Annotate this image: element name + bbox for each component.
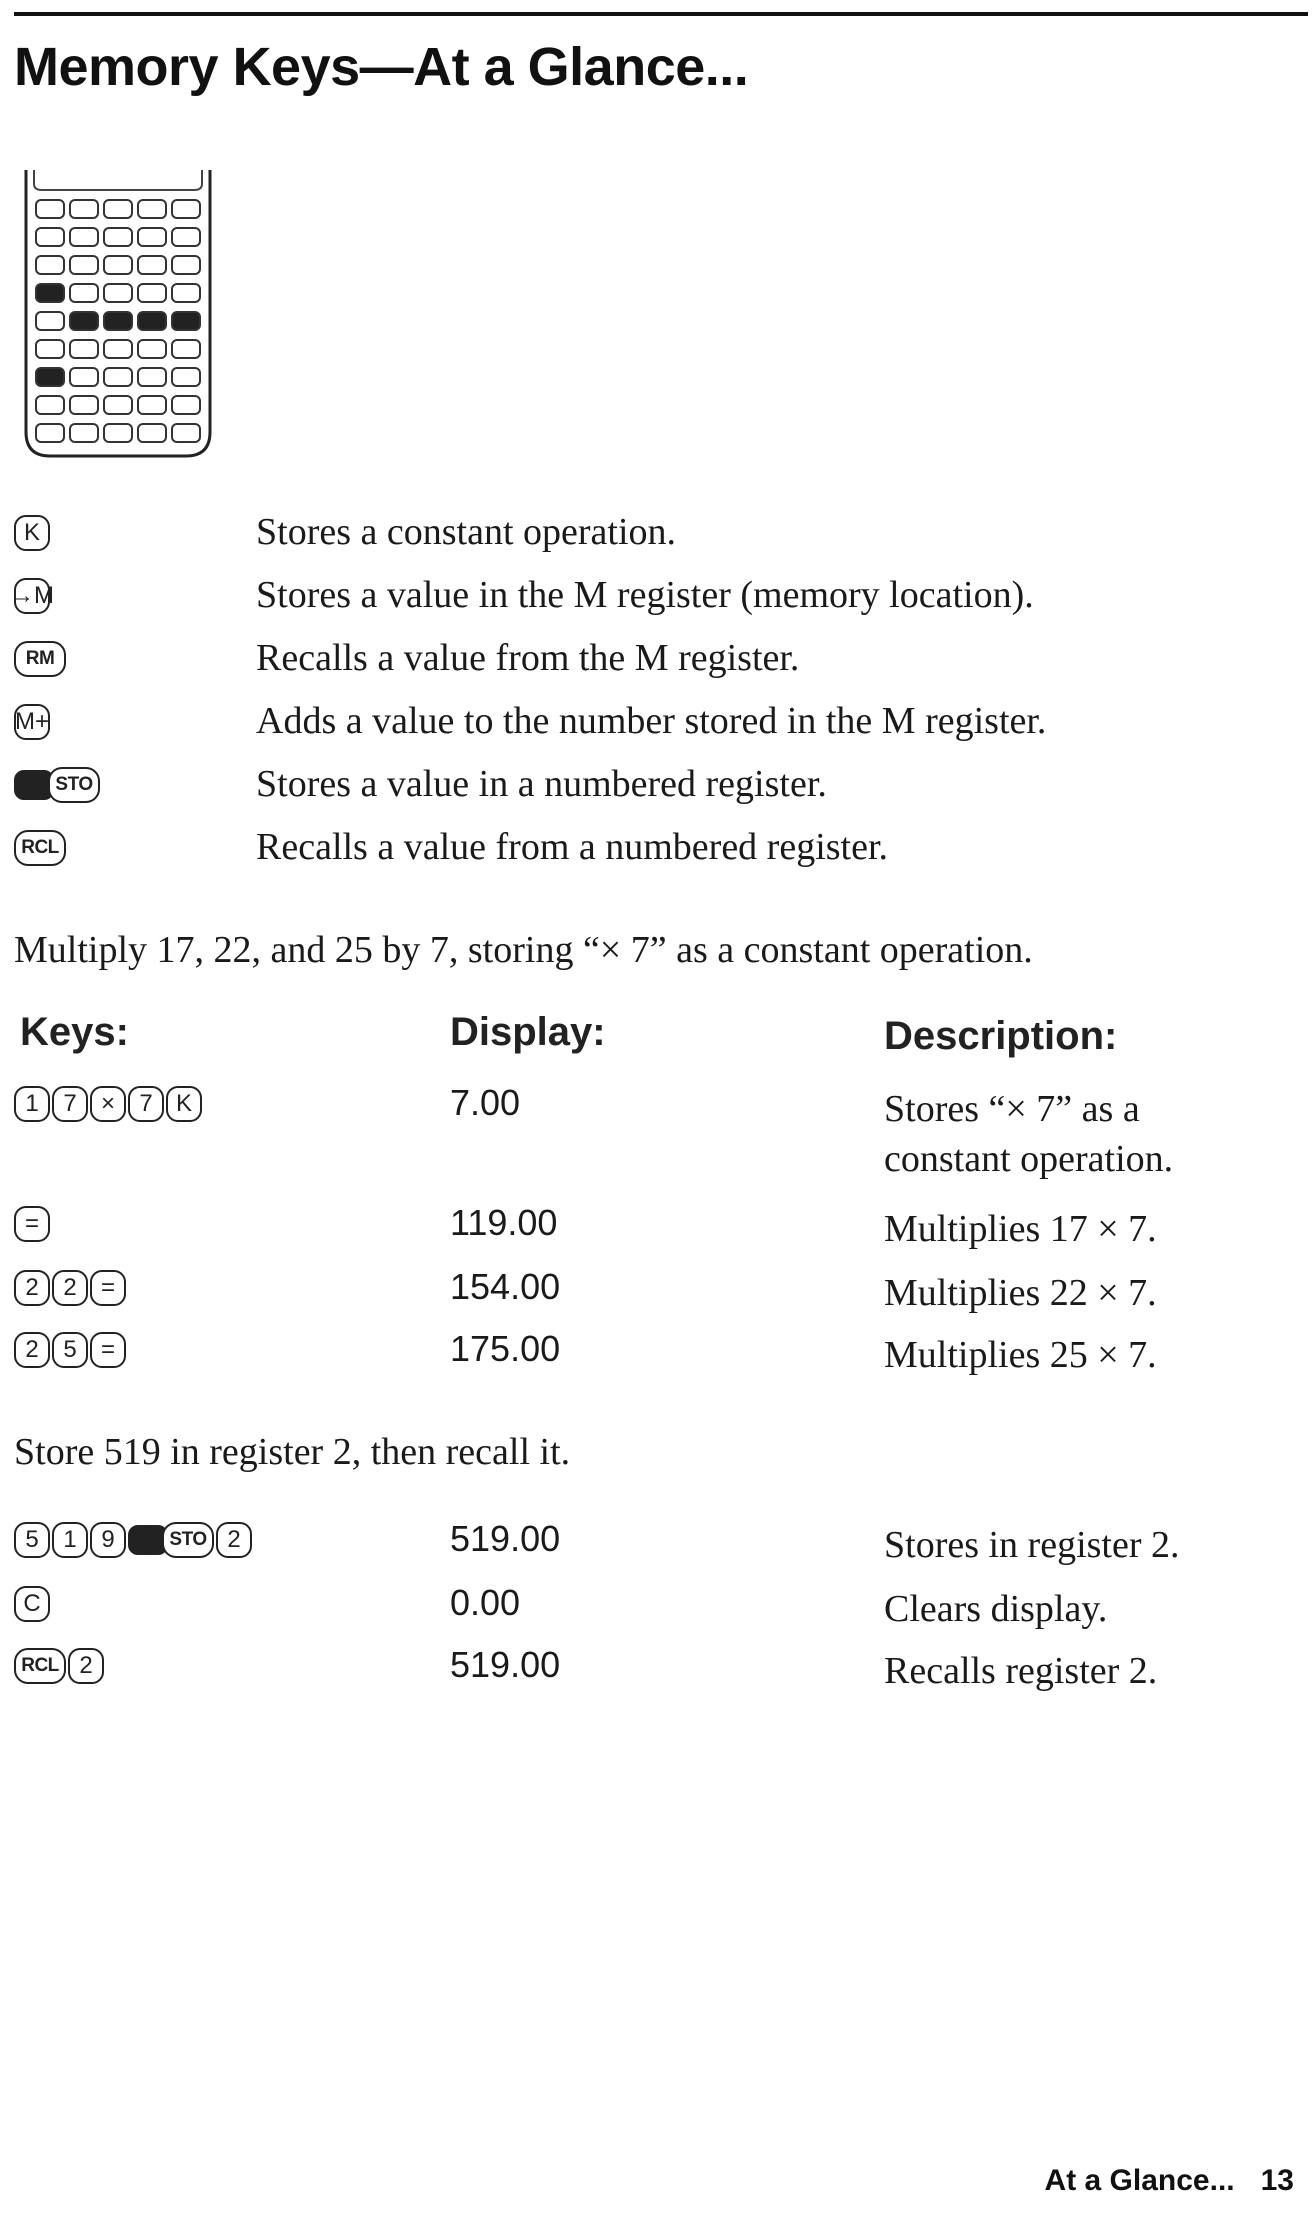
key-cap-icon: 9 xyxy=(90,1522,126,1558)
page-number: 13 xyxy=(1260,2164,1294,2197)
row-description: Multiplies 25 × 7. xyxy=(884,1334,1157,1376)
key-cap-icon: = xyxy=(90,1270,126,1306)
calculator-key-icon xyxy=(104,424,132,442)
calculator-key-icon xyxy=(70,368,98,386)
calculator-key-icon xyxy=(70,284,98,302)
keystroke-sequence xyxy=(14,1518,254,1562)
keystroke-sequence xyxy=(14,1266,128,1310)
key-cap-icon: RCL xyxy=(14,830,66,866)
key-definition-keys xyxy=(14,513,52,553)
memory-key-definitions xyxy=(10,505,1294,883)
calculator-key-icon xyxy=(70,256,98,274)
key-cap-icon: 2 xyxy=(14,1332,50,1368)
highlighted-key-icon xyxy=(138,312,166,330)
calculator-key-icon xyxy=(104,256,132,274)
row-description: Clears display. xyxy=(884,1588,1108,1630)
calculator-key-icon xyxy=(104,368,132,386)
key-cap-icon: 5 xyxy=(52,1332,88,1368)
calculator-key-icon xyxy=(70,424,98,442)
row-description: Multiplies 17 × 7. xyxy=(884,1208,1157,1250)
key-cap-icon: = xyxy=(90,1332,126,1368)
keys-column-header: Keys: xyxy=(20,1010,129,1054)
key-definition-description: Recalls a value from a numbered register. xyxy=(256,826,889,868)
key-definition-description: Stores a value in a numbered register. xyxy=(256,763,827,805)
key-cap-icon: STO xyxy=(162,1522,214,1558)
calculator-key-icon xyxy=(172,200,200,218)
key-definition-description: Recalls a value from the M register. xyxy=(256,637,800,679)
calculator-key-icon xyxy=(70,200,98,218)
highlighted-key-icon xyxy=(36,368,64,386)
calculator-key-icon xyxy=(172,340,200,358)
calculator-key-icon xyxy=(138,340,166,358)
display-value: 519.00 xyxy=(450,1518,561,1559)
key-cap-icon: RM xyxy=(14,641,66,677)
row-description: Recalls register 2. xyxy=(884,1650,1158,1692)
key-definition-row xyxy=(14,757,1294,820)
calculator-key-icon xyxy=(104,228,132,246)
calculator-key-icon xyxy=(172,368,200,386)
key-definition-description: Stores a value in the M register (memory location). xyxy=(256,574,1034,616)
calculator-key-icon xyxy=(36,396,64,414)
key-cap-icon: 2 xyxy=(52,1270,88,1306)
key-definition-keys xyxy=(14,702,52,742)
calculator-key-icon xyxy=(70,340,98,358)
calculator-key-icon xyxy=(104,396,132,414)
calculator-key-icon xyxy=(138,424,166,442)
example2-intro: Store 519 in register 2, then recall it. xyxy=(14,1431,571,1473)
key-cap-icon: 1 xyxy=(14,1086,50,1122)
highlighted-key-icon xyxy=(104,312,132,330)
key-definition-keys xyxy=(14,828,68,868)
key-cap-icon: 7 xyxy=(128,1086,164,1122)
row-description: Stores in register 2. xyxy=(884,1524,1180,1566)
key-cap-icon: × xyxy=(90,1086,126,1122)
calculator-key-icon xyxy=(70,396,98,414)
calculator-key-icon xyxy=(172,228,200,246)
page-title: Memory Keys—At a Glance... xyxy=(14,37,749,97)
calculator-key-icon xyxy=(138,200,166,218)
display-value: 519.00 xyxy=(450,1644,561,1685)
display-value: 175.00 xyxy=(450,1328,561,1369)
display-value: 7.00 xyxy=(450,1082,521,1123)
key-cap-icon: 1 xyxy=(52,1522,88,1558)
key-cap-icon: RCL xyxy=(14,1648,66,1684)
key-cap-icon: = xyxy=(14,1206,50,1242)
display-value: 154.00 xyxy=(450,1266,561,1307)
key-definition-row xyxy=(14,631,1294,694)
calculator-key-icon xyxy=(36,200,64,218)
calculator-key-icon xyxy=(36,256,64,274)
calculator-key-icon xyxy=(138,228,166,246)
key-definition-row xyxy=(14,505,1294,568)
footer-section-title: At a Glance... xyxy=(1044,2164,1235,2197)
key-cap-icon: 2 xyxy=(68,1648,104,1684)
row-description: Multiplies 22 × 7. xyxy=(884,1272,1157,1314)
calculator-key-icon xyxy=(104,284,132,302)
key-cap-icon: M+ xyxy=(14,704,50,740)
calculator-key-icon xyxy=(36,228,64,246)
key-cap-icon: 7 xyxy=(52,1086,88,1122)
highlighted-key-icon xyxy=(36,284,64,302)
calculator-key-icon xyxy=(138,256,166,274)
calculator-key-icon xyxy=(36,340,64,358)
key-definition-keys xyxy=(10,576,54,616)
calculator-key-icon xyxy=(104,340,132,358)
calculator-key-icon xyxy=(172,256,200,274)
keystroke-sequence xyxy=(14,1644,106,1688)
calculator-key-icon xyxy=(172,424,200,442)
display-value: 0.00 xyxy=(450,1582,521,1623)
key-cap-icon: 5 xyxy=(14,1522,50,1558)
display-value: 119.00 xyxy=(450,1202,558,1243)
keystroke-sequence xyxy=(14,1202,52,1246)
calculator-key-icon xyxy=(172,284,200,302)
calculator-key-icon xyxy=(70,228,98,246)
key-cap-icon: K xyxy=(166,1086,202,1122)
key-definition-description: Stores a constant operation. xyxy=(256,511,677,553)
calculator-key-icon xyxy=(138,368,166,386)
keystroke-sequence xyxy=(14,1328,128,1372)
page-footer xyxy=(1045,2164,1294,2198)
key-definition-row xyxy=(14,694,1294,757)
highlighted-key-icon xyxy=(70,312,98,330)
keystroke-sequence xyxy=(14,1082,204,1126)
key-cap-icon: C xyxy=(14,1586,50,1622)
key-cap-icon: 2 xyxy=(216,1522,252,1558)
display-column-header: Display: xyxy=(450,1010,606,1054)
calculator-key-icon xyxy=(138,284,166,302)
top-rule xyxy=(14,12,1308,16)
highlighted-key-icon xyxy=(172,312,200,330)
row-description: Stores “× 7” as a constant operation. xyxy=(884,1088,1174,1180)
calculator-key-icon xyxy=(104,200,132,218)
calculator-key-icon xyxy=(138,396,166,414)
key-cap-icon: STO xyxy=(48,767,100,803)
calculator-key-icon xyxy=(36,312,64,330)
key-definition-description: Adds a value to the number stored in the M register. xyxy=(256,700,1047,742)
description-column-header: Description: xyxy=(884,1014,1118,1058)
calculator-key-icon xyxy=(172,396,200,414)
key-definition-keys xyxy=(14,765,102,805)
keystroke-sequence xyxy=(14,1582,52,1626)
key-definition-keys xyxy=(14,639,68,679)
key-definition-row xyxy=(14,820,1294,883)
key-cap-icon: 2 xyxy=(14,1270,50,1306)
key-cap-icon: →M xyxy=(14,578,50,614)
calculator-key-icon xyxy=(36,424,64,442)
example1-intro: Multiply 17, 22, and 25 by 7, storing “× 7” as a constant operation. xyxy=(14,929,1033,971)
key-definition-row xyxy=(10,568,1294,631)
calculator-keyboard-icon xyxy=(18,170,218,460)
key-cap-icon: K xyxy=(14,515,50,551)
